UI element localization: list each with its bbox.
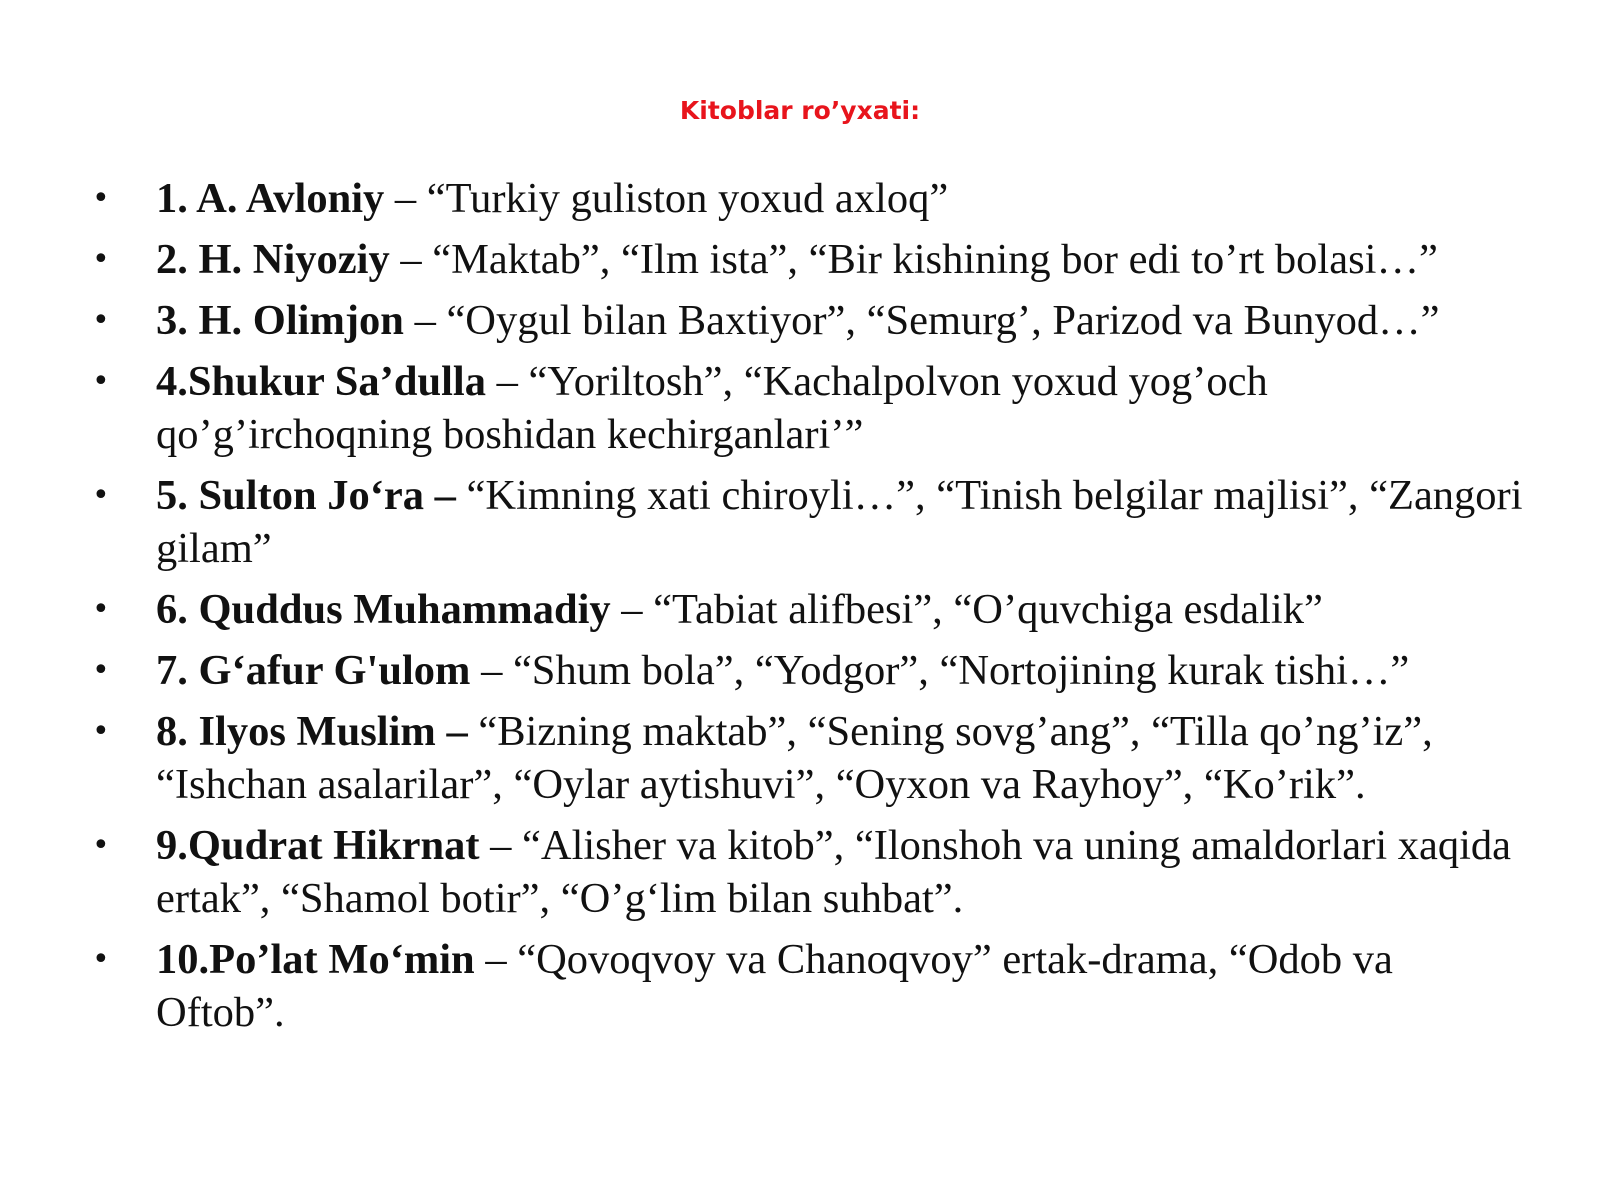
works-text: “Bizning maktab”, “Sening sovg’ang”, “Tilla qo’ng’iz”, “Ishchan asalarilar”, “Oylar aytishuvi”, “Oyxon va Rayhoy”, “Ko’rik”. bbox=[156, 708, 1433, 808]
slide-title: Kitoblar ro’yxati: bbox=[679, 96, 921, 125]
bullet-icon: • bbox=[92, 942, 110, 977]
author-name: 2. H. Niyoziy bbox=[156, 236, 390, 283]
list-item bbox=[92, 583, 1532, 636]
author-name: 5. Sulton Jo‘ra – bbox=[156, 472, 456, 519]
book-list bbox=[92, 172, 1532, 1047]
works-text: – “Alisher va kitob”, “Ilonshoh va uning amaldorlari xaqida ertak”, “Shamol botir”, “O’g‘lim bilan suhbat”. bbox=[156, 822, 1512, 922]
bullet-icon: • bbox=[92, 714, 110, 749]
author-name: 4.Shukur Sa’dulla bbox=[156, 358, 486, 405]
bullet-icon: • bbox=[92, 653, 110, 688]
list-item bbox=[92, 469, 1532, 575]
list-item bbox=[92, 705, 1532, 811]
works-text: – “Maktab”, “Ilm ista”, “Bir kishining bor edi to’rt bolasi…” bbox=[389, 236, 1438, 283]
author-name: 1. A. Avloniy bbox=[156, 175, 385, 222]
author-name: 6. Quddus Muhammadiy bbox=[156, 586, 611, 633]
works-text: “Kimning xati chiroyli…”, “Tinish belgilar majlisi”, “Zangori gilam” bbox=[156, 472, 1523, 572]
author-name: 7. G‘afur G'ulom bbox=[156, 647, 471, 694]
bullet-icon: • bbox=[92, 364, 110, 399]
author-name: 3. H. Olimjon bbox=[156, 297, 404, 344]
works-text: – “Yoriltosh”, “Kachalpolvon yoxud yog’och qo’g’irchoqning boshidan kechirganlari’” bbox=[156, 358, 1268, 458]
bullet-icon: • bbox=[92, 592, 110, 627]
list-item bbox=[92, 355, 1532, 461]
works-text: – “Oygul bilan Baxtiyor”, “Semurg’, Parizod va Bunyod…” bbox=[403, 297, 1440, 344]
bullet-icon: • bbox=[92, 828, 110, 863]
list-item bbox=[92, 172, 1532, 225]
works-text: – “Shum bola”, “Yodgor”, “Nortojining kurak tishi…” bbox=[470, 647, 1410, 694]
bullet-icon: • bbox=[92, 303, 110, 338]
works-text: – “Tabiat alifbesi”, “O’quvchiga esdalik” bbox=[610, 586, 1323, 633]
list-item bbox=[92, 233, 1532, 286]
list-item bbox=[92, 933, 1532, 1039]
bullet-icon: • bbox=[92, 242, 110, 277]
list-item bbox=[92, 819, 1532, 925]
list-item bbox=[92, 644, 1532, 697]
works-text: – “Turkiy guliston yoxud axloq” bbox=[384, 175, 949, 222]
list-item bbox=[92, 294, 1532, 347]
bullet-icon: • bbox=[92, 181, 110, 216]
bullet-icon: • bbox=[92, 478, 110, 513]
author-name: 9.Qudrat Hikrnat bbox=[156, 822, 480, 869]
author-name: 8. Ilyos Muslim – bbox=[156, 708, 468, 755]
works-text: – “Qovoqvoy va Chanoqvoy” ertak-drama, “Odob va Oftob”. bbox=[156, 936, 1393, 1036]
author-name: 10.Po’lat Mo‘min bbox=[156, 936, 475, 983]
